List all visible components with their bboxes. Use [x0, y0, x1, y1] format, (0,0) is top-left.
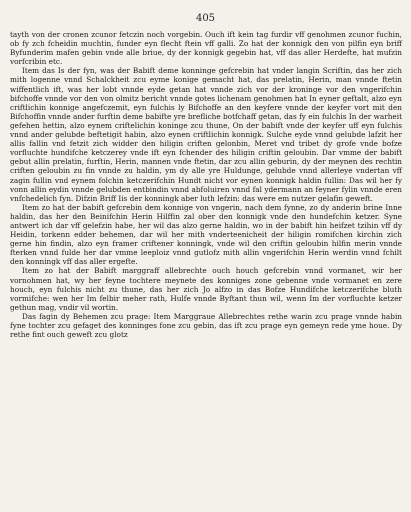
paragraph-2: Item das Is der fyn, was der Babift deme konninge gefcrebin hat vnder langin Scriftin, das her zich mith logenne vnnd Schalckheit zcu eyme konige gemacht hat, das prelatin, Herin, man vnnde ftetin wiffentlich ift, was her lobt vnnde eyde getan hat vnnde zich vor der kroninge vor den vngerifchin bifchoffe vnnde vor den von olmitz bericht vnnde gotes lichenam genohmen hat In eyner geftalt, alzo eyn criftlichin konnige angefczemit, eyn fulchis ly Bifchoffe an den keyfere vnnde der keyfer vort mit den Bifchoffin vnnde ander furftin deme babifte yre brefliche botfchaff getan, das fy ein fulchis In der warheit gefehen hettin, alzo eynem criftelichin koninge zcu thune, On der babift vnde der keyfer uff eyn fulchis vnnd ander gelubde beftetigit habin, alzo eynen criftlichin konnigk. Sulche eyde vnnd gelubde lafzit her allis fallin vnd fetzit zich widder den hiligin criften gelonbin, Meret vnd tribet dy grofe vnde bofze vorfluchte hundifche ketczerey vnde ift eyn fchender des hiligin criftin geloubin. Dar vmme der babift gebut allin prelatin, furftin, Herin, mannen vnde ftetin, dar zcu allin geburin, dy der meynen des rechtin criften geloubin zu fin vnnde zu haldin, ym dy alle yre Huldunge, gelubde vnnd allerleye vndertan vff zagin fullin vnd eynem folchin ketczerifchin Hundt nicht vor eynen konnigk haldin fullin: Das wil her fy vonn allin eydin vnnde gelubden entbindin vnnd abfoluiren vnnd fal ydermann an feyner fylin vnnde eren vnfchedelich fyn. Difzin Briff Iis der konningk aber luth lefzin: das were em nutzer gelafin geweft. [10, 66, 402, 203]
body-text [10, 30, 402, 339]
paragraph-1: tayth von der cronen zcunor fetczin noch vorgebin. Ouch ift kein tag furdir vff genohmen zcunor fuchin, ob fy zch fcheidin muchtin, funder eyn flecht ftein vff galli. Zo hat der konnigk den von pilfin eyn briff Byfunderim mafen gebin vnde alle briue, dy der konnigk gegebin hat, vff das aller Herdefte, hat mufzin vorfcribin etc. [10, 30, 402, 67]
paragraph-5: Das fagin dy Behemen zcu prage: Item Marggraue Allebrechtes rethe warin zcu prage vnnde habin fyne tochter zcu gefaget des konninges fone zcu gebin, das ift zcu prage eyn gemeyn rede yme houe. Dy rethe fint ouch geweft zcu glotz [10, 311, 402, 340]
page-number: 405 [195, 13, 216, 24]
paragraph-3: Item zo hat der babift gefcrebin dem konnige von vngerin, nach dem fynne, zo dy anderin brine Inne haldin, das her den Beinifchin Herin Hilffin zal ober den konnigk vnde den hundefchin ketzer. Syne antwert ich dar vff gelefzin habe, her wil das alzo gerne haldin, wo in der babift hin heifzet tzihin vff dy Heidin, torkenn edder behemen, dar wil her mith vnderteenicheit der hiligin romifchen kirchin zich gerne hin findin, alzo eyn framer criftener konningk, vnde wil den criftin geloubin hilfin merin vnnde fterken vnnd fulde her dar vmme leeploiz vnnd gutlofz mith allin vngerifchin Herin werdin vnnd fchilt den konningk vff das aller ergefte. [10, 202, 402, 267]
paragraph-4: Item zo hat der Babift marggraff allebrechte ouch houch gefcrebin vnnd vormanet, wir her vornohmen hat, wy her feyne tochtere meynete des konniges zone gebenne vnde vormanet en zere houch, eyn fulchis nicht zu thune, das her zich Jo alfzo in das Bofze Hundifche ketczerifche bluth vormifche: wen her Im felbir meher rath, Hulfe vnnde Byftant thun wil, wenn Im der vorfluchte ketzer gethun mag, vndir vil wortin. [10, 266, 402, 312]
